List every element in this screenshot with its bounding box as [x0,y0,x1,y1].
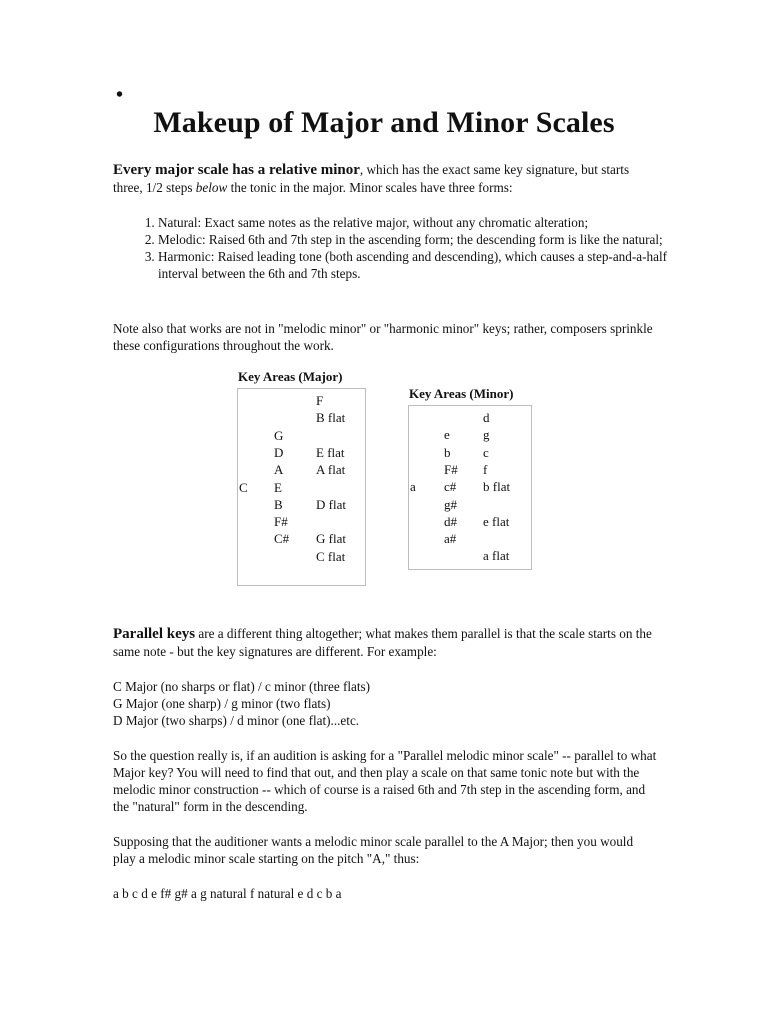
table-cell: C [239,479,248,495]
example-line: G Major (one sharp) / g minor (two flats) [113,696,331,711]
table-cell: c# [444,479,457,495]
list-item: 3. Harmonic: Raised leading tone (both ascending and descending), which causes a step-and-a-half interval between the 6th and 7th steps. [158,248,698,282]
table-cell: c [483,444,489,460]
major-key-table [237,388,366,586]
parallel-bold: Parallel keys [113,626,196,642]
minor-key-table [408,405,532,570]
list-item: 2. Melodic: Raised 6th and 7th step in the ascending form; the descending form is like the natural; [158,231,698,248]
intro-paragraph [113,161,658,196]
example-line: D Major (two sharps) / d minor (one flat)...etc. [113,713,360,728]
table-cell: F# [274,514,288,530]
table-cell: D flat [316,496,346,512]
table-cell: d# [444,513,457,529]
minor-table-title: Key Areas (Minor) [409,386,514,401]
table-cell: A [274,462,284,478]
table-cell: D [274,444,284,460]
table-cell: G [274,427,284,443]
list-item: 1. Natural: Exact same notes as the relative major, without any chromatic alteration; [158,214,698,231]
parallel-text: are a different thing altogether; what makes them parallel is that the scale starts on the same note - but the key signatures are different. For example: [113,626,652,659]
example-line: C Major (no sharps or flat) / c minor (three flats) [113,679,371,694]
intro-text-2: the tonic in the major. Minor scales have three forms: [227,180,513,195]
page-title: Makeup of Major and Minor Scales [153,106,615,139]
table-cell: e flat [483,513,510,529]
table-cell: B [274,496,283,512]
table-cell: F# [444,461,458,477]
table-cell: B flat [316,410,346,426]
intro-bold: Every major scale has a relative minor [113,162,360,178]
table-cell: b flat [483,479,511,495]
note-paragraph: Note also that works are not in "melodic minor" or "harmonic minor" keys; rather, composers sprinkle these configurations throughout the work. [113,321,653,353]
supposing-paragraph: Supposing that the auditioner wants a melodic minor scale parallel to the A Major; then you would play a melodic minor scale starting on the pitch "A," thus: [113,834,634,866]
table-cell: a flat [483,548,510,564]
table-cell: E flat [316,444,345,460]
table-cell: f [483,461,488,477]
table-cell: d [483,410,490,425]
table-cell: g# [444,496,457,512]
bullet-marker: • [116,84,124,106]
table-cell: E [274,479,282,495]
table-cell: F [316,393,324,408]
parallel-paragraph [113,625,658,660]
table-cell: G flat [316,531,346,547]
table-cell: e [444,427,450,443]
table-cell: C flat [316,548,346,564]
intro-text-1: , which has the exact same key signature, but starts three, 1/2 steps [113,162,630,195]
table-cell: C# [274,531,290,547]
intro-italic: below [195,180,228,195]
scale-sequence: a b c d e f# g# a g natural f natural e d c b a [113,886,342,901]
table-cell: g [483,427,490,443]
table-cell: A flat [316,462,346,478]
table-cell: b [444,444,451,460]
minor-forms-list [113,214,698,282]
question-paragraph: So the question really is, if an audition is asking for a "Parallel melodic minor scale" -- parallel to what Major key? You will need to find that out, and then play a scale on that same tonic note but with the melodic minor construction -- which of course is a raised 6th and 7th step in the ascending form, and the "natural" form in the descending. [113,748,657,814]
table-cell: a# [444,531,457,547]
major-table-title: Key Areas (Major) [238,369,343,384]
table-cell: a [410,479,416,495]
